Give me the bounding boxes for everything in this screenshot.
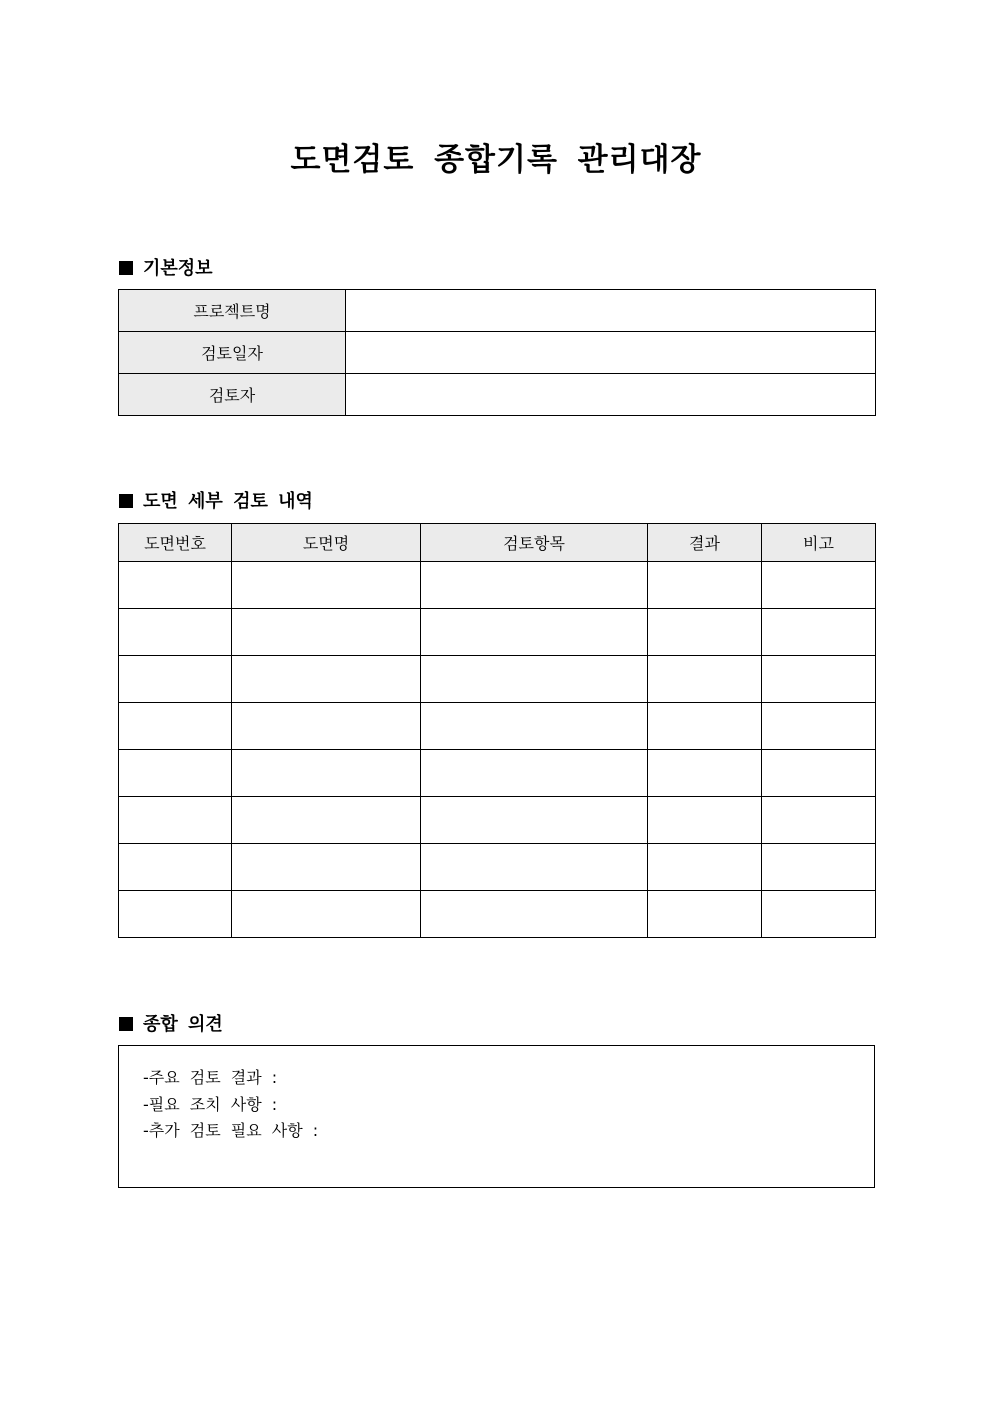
review-item-cell[interactable] [421, 609, 648, 656]
review-date-label: 검토일자 [119, 332, 346, 374]
review-details-heading [119, 487, 313, 513]
review-item-cell[interactable] [421, 562, 648, 609]
basic-info-table [118, 289, 876, 416]
basic-info-heading-text: 기본정보 [143, 258, 213, 279]
result-cell[interactable] [648, 750, 762, 797]
drawing-number-cell[interactable] [119, 609, 232, 656]
additional-review-line: -추가 검토 필요 사항 : [143, 1121, 319, 1140]
drawing-number-cell[interactable] [119, 562, 232, 609]
result-cell[interactable] [648, 844, 762, 891]
table-row [119, 656, 876, 703]
drawing-name-cell[interactable] [232, 750, 421, 797]
main-review-result-line: -주요 검토 결과 : [143, 1068, 278, 1087]
remarks-cell[interactable] [762, 703, 876, 750]
required-action-line: -필요 조치 사항 : [143, 1094, 278, 1114]
table-row [119, 797, 876, 844]
overall-opinion-heading [119, 1010, 223, 1036]
project-name-label: 프로젝트명 [119, 290, 346, 332]
drawing-name-cell[interactable] [232, 656, 421, 703]
column-header-result: 결과 [648, 524, 762, 562]
drawing-name-cell[interactable] [232, 844, 421, 891]
result-cell[interactable] [648, 703, 762, 750]
remarks-cell[interactable] [762, 656, 876, 703]
column-header-review-item: 검토항목 [421, 524, 648, 562]
reviewer-label: 검토자 [119, 374, 346, 416]
remarks-cell[interactable] [762, 844, 876, 891]
square-bullet-icon [119, 1017, 133, 1031]
document-title: 도면검토 종합기록 관리대장 [290, 142, 702, 178]
basic-info-heading [119, 254, 213, 280]
review-item-cell[interactable] [421, 797, 648, 844]
result-cell[interactable] [648, 797, 762, 844]
square-bullet-icon [119, 261, 133, 275]
drawing-number-cell[interactable] [119, 656, 232, 703]
overall-opinion-box[interactable] [118, 1045, 875, 1188]
reviewer-field[interactable] [346, 374, 876, 416]
drawing-number-cell[interactable] [119, 891, 232, 938]
project-name-field[interactable] [346, 290, 876, 332]
table-header-row [119, 524, 876, 562]
table-row [119, 290, 876, 332]
review-details-heading-text: 도면 세부 검토 내역 [143, 491, 313, 512]
drawing-number-cell[interactable] [119, 844, 232, 891]
table-row [119, 562, 876, 609]
result-cell[interactable] [648, 891, 762, 938]
overall-opinion-heading-text: 종합 의견 [143, 1014, 223, 1035]
review-details-table [118, 523, 876, 938]
column-header-drawing-number: 도면번호 [119, 524, 232, 562]
column-header-remarks: 비고 [762, 524, 876, 562]
result-cell[interactable] [648, 609, 762, 656]
review-date-field[interactable] [346, 332, 876, 374]
drawing-name-cell[interactable] [232, 797, 421, 844]
remarks-cell[interactable] [762, 609, 876, 656]
review-item-cell[interactable] [421, 703, 648, 750]
drawing-number-cell[interactable] [119, 750, 232, 797]
table-row [119, 891, 876, 938]
review-item-cell[interactable] [421, 656, 648, 703]
table-row [119, 750, 876, 797]
drawing-name-cell[interactable] [232, 703, 421, 750]
remarks-cell[interactable] [762, 891, 876, 938]
table-row [119, 844, 876, 891]
table-row [119, 703, 876, 750]
drawing-name-cell[interactable] [232, 891, 421, 938]
review-item-cell[interactable] [421, 750, 648, 797]
table-row [119, 332, 876, 374]
drawing-number-cell[interactable] [119, 797, 232, 844]
drawing-name-cell[interactable] [232, 562, 421, 609]
drawing-number-cell[interactable] [119, 703, 232, 750]
square-bullet-icon [119, 494, 133, 508]
result-cell[interactable] [648, 656, 762, 703]
result-cell[interactable] [648, 562, 762, 609]
drawing-name-cell[interactable] [232, 609, 421, 656]
table-row [119, 609, 876, 656]
opinion-lines [143, 1065, 318, 1145]
remarks-cell[interactable] [762, 562, 876, 609]
review-item-cell[interactable] [421, 891, 648, 938]
remarks-cell[interactable] [762, 750, 876, 797]
remarks-cell[interactable] [762, 797, 876, 844]
table-row [119, 374, 876, 416]
column-header-drawing-name: 도면명 [232, 524, 421, 562]
review-item-cell[interactable] [421, 844, 648, 891]
